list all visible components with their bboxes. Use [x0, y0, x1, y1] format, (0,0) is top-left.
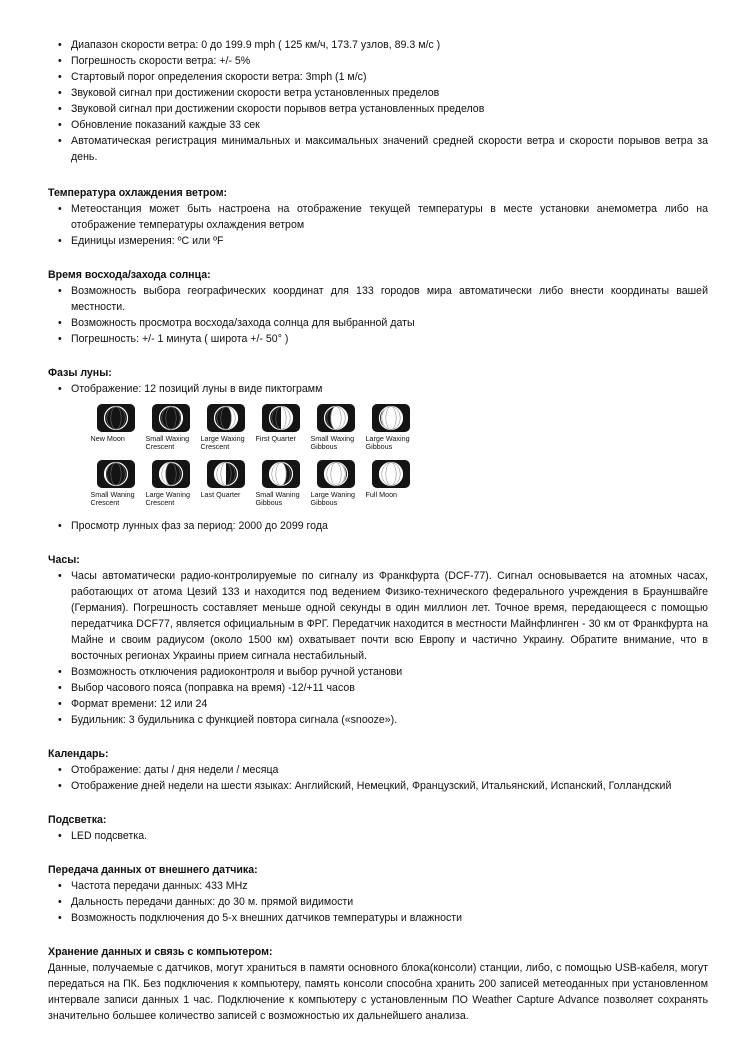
moon-phase-icon: [206, 459, 246, 489]
list-item: • Выбор часового пояса (поправка на время) -12/+11 часов: [48, 680, 708, 696]
moon-phase-icon: [96, 403, 136, 433]
clock-list: [48, 568, 708, 728]
moon-phase-item: [253, 403, 308, 459]
moon-phase-item: [363, 403, 418, 459]
moon-phase-item: [253, 459, 308, 515]
moon-phase-item: [308, 403, 363, 459]
list-item: • Будильник: 3 будильника с функцией повтора сигнала («snooze»).: [48, 712, 708, 728]
moon-phase-item: [198, 459, 253, 515]
list-item: • LED подсветка.: [48, 828, 708, 844]
wind-speed-list: [48, 37, 708, 165]
moon-phase-icon: [261, 459, 301, 489]
backlight-list: [48, 828, 708, 844]
section-title-transmitter: Передача данных от внешнего датчика:: [48, 864, 258, 876]
moon-phase-grid: [88, 403, 708, 515]
moon-phase-label: Small Waxing Gibbous: [310, 434, 355, 451]
windchill-list: [48, 201, 708, 249]
section-title-sunrise: Время восхода/захода солнца:: [48, 269, 211, 281]
moon-phase-icon: [371, 403, 411, 433]
section-title-windchill: Температура охлаждения ветром:: [48, 187, 228, 199]
moon-phase-label: Small Waning Crescent: [90, 490, 135, 507]
list-item: • Отображение: 12 позиций луны в виде пиктограмм: [48, 381, 708, 397]
list-item: • Формат времени: 12 или 24: [48, 696, 708, 712]
list-item: • Просмотр лунных фаз за период: 2000 до 2099 года: [48, 518, 708, 534]
moon-phase-item: [198, 403, 253, 459]
list-item: • Звуковой сигнал при достижении скорости ветра установленных пределов: [48, 85, 708, 101]
list-item: • Звуковой сигнал при достижении скорости порывов ветра установленных пределов: [48, 101, 708, 117]
sunrise-list: [48, 283, 708, 347]
section-title-backlight: Подсветка:: [48, 814, 107, 826]
moon-phase-label: New Moon: [90, 434, 125, 443]
moon-phase-icon: [316, 403, 356, 433]
list-item: • Автоматическая регистрация минимальных и максимальных значений средней скорости ветра и скорости порывов ветра за день.: [48, 133, 708, 165]
section-title-calendar: Календарь:: [48, 748, 109, 760]
list-item: • Отображение: даты / дня недели / месяца: [48, 762, 708, 778]
moon-phase-item: [143, 403, 198, 459]
moon-phase-icon: [316, 459, 356, 489]
list-item: • Возможность просмотра восхода/захода солнца для выбранной даты: [48, 315, 708, 331]
list-item: • Частота передачи данных: 433 MHz: [48, 878, 708, 894]
calendar-list: [48, 762, 708, 794]
section-title-clock: Часы:: [48, 554, 80, 566]
list-item: • Погрешность скорости ветра: +/- 5%: [48, 53, 708, 69]
moon-phase-item: [143, 459, 198, 515]
list-item: • Возможность отключения радиоконтроля и выбор ручной установи: [48, 664, 708, 680]
moon-phase-icon: [206, 403, 246, 433]
list-item: • Обновление показаний каждые 33 сек: [48, 117, 708, 133]
section-title-storage: Хранение данных и связь с компьютером:: [48, 946, 273, 958]
moon-phase-label: Large Waxing Crescent: [200, 434, 245, 451]
list-item: • Стартовый порог определения скорости ветра: 3mph (1 м/с): [48, 69, 708, 85]
moon-phase-icon: [371, 459, 411, 489]
moon-phase-label: Small Waning Gibbous: [255, 490, 300, 507]
moon-phase-icon: [261, 403, 301, 433]
moon-phase-icon: [151, 403, 191, 433]
list-item: • Погрешность: +/- 1 минута ( широта +/- 50° ): [48, 331, 708, 347]
moon-phase-item: [308, 459, 363, 515]
list-item: • Единицы измерения: ºC или ºF: [48, 233, 708, 249]
moon-phase-item: [88, 459, 143, 515]
section-title-moon: Фазы луны:: [48, 367, 112, 379]
list-item: • Отображение дней недели на шести языках: Английский, Немецкий, Французский, Итальянский, Испанский, Голландский: [48, 778, 708, 794]
list-item: • Дальность передачи данных: до 30 м. прямой видимости: [48, 894, 708, 910]
list-item: • Возможность подключения до 5-х внешних датчиков температуры и влажности: [48, 910, 708, 926]
list-item: • Возможность выбора географических координат для 133 городов мира автоматически либо внести координаты вашей местности.: [48, 283, 708, 315]
transmitter-list: [48, 878, 708, 926]
moon-phase-icon: [96, 459, 136, 489]
moon-phase-label: Last Quarter: [200, 490, 241, 499]
moon-phase-label: Full Moon: [365, 490, 398, 499]
page-content: [48, 37, 708, 1024]
moon-list: [48, 381, 708, 397]
moon-phase-label: First Quarter: [255, 434, 296, 443]
moon-phase-icon: [151, 459, 191, 489]
list-item: • Диапазон скорости ветра: 0 до 199.9 mph ( 125 км/ч, 173.7 узлов, 89.3 м/с ): [48, 37, 708, 53]
moon-phase-label: Large Waning Gibbous: [310, 490, 355, 507]
moon-phase-label: Large Waxing Gibbous: [365, 434, 410, 451]
moon-range-list: [48, 518, 708, 534]
moon-phase-item: [363, 459, 418, 515]
moon-phase-label: Small Waxing Crescent: [145, 434, 190, 451]
moon-phase-label: Large Waning Crescent: [145, 490, 190, 507]
list-item: • Часы автоматически радио-контролируемые по сигналу из Франкфурта (DCF-77). Сигнал основывается на атомных часах, работающих от атома Цезий 133 и находится под ведением Физико-технического федерального учреждения в Брауншвайге (Германия). Погрешность составляет меньше одной секунды в один миллион лет. Точное время, передающееся с помощью передатчика DCF77, является официальным в ФРГ. Передатчик находится в местности Майнфлинген - 30 км от Франкфурта на Майне и своим радиусом (около 1500 км) охватывает почти всю Европу и частично Украину. Обратите внимание, что в восточных регионах Украины прием сигнала нестабильный.: [48, 568, 708, 664]
list-item: • Метеостанция может быть настроена на отображение текущей температуры в месте установки анемометра либо на отображение температуры охлаждения ветром: [48, 201, 708, 233]
moon-phase-item: [88, 403, 143, 459]
storage-paragraph: Данные, получаемые с датчиков, могут храниться в памяти основного блока(консоли) станции, либо, с помощью USB-кабеля, могут передаться на ПК. Без подключения к компьютеру, память консоли способна хранить 200 записей метеоданных при установленном интервале записи данных 1 час. Подключение к компьютеру с установленным ПО Weather Capture Advance позволяет сохранять значительно большее количество записей с возможностью их дальнейшего анализа.: [48, 962, 708, 1022]
